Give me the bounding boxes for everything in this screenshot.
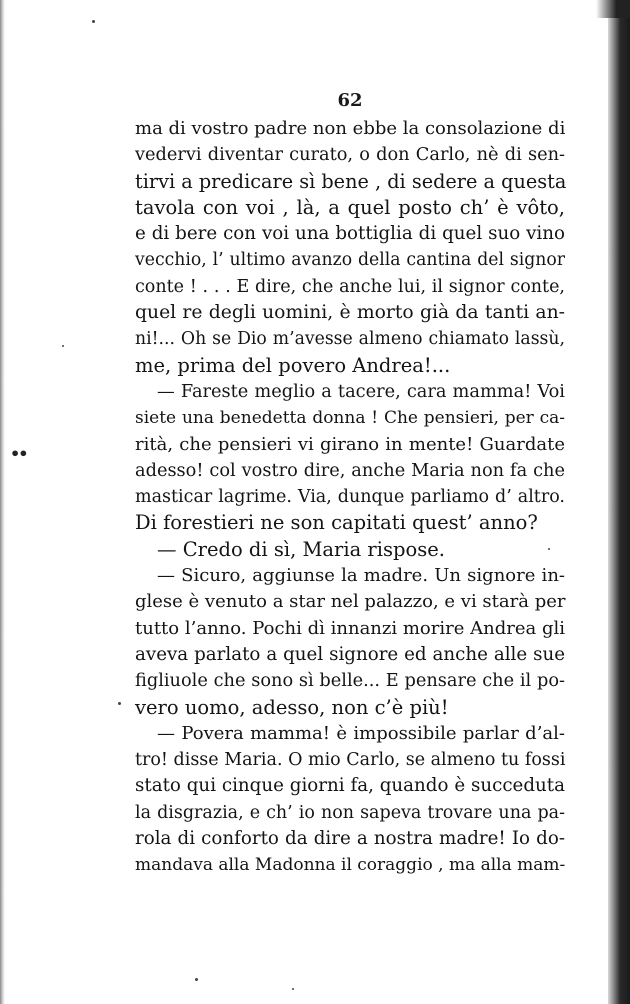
- text-line: adesso! col vostro dire, anche Maria non fa che: [135, 460, 565, 481]
- text-line: — Fareste meglio a tacere, cara mamma! Voi: [157, 381, 565, 402]
- text-line: figliuole che sono sì belle... E pensare che il po-: [135, 671, 565, 692]
- text-line: vero uomo, adesso, non c’è più!: [135, 695, 449, 719]
- margin-mark: ••: [10, 444, 27, 463]
- scan-speck: [92, 20, 95, 23]
- text-line: siete una benedetta donna ! Che pensieri, per ca-: [135, 408, 565, 429]
- text-line: — Sicuro, aggiunse la madre. Un signore in-: [157, 565, 565, 587]
- text-line: mandava alla Madonna il coraggio , ma alla mam-: [135, 855, 566, 876]
- text-line: aveva parlato a quel signore ed anche alle sue: [135, 643, 565, 665]
- text-line: quel re degli uomini, è morto già da tanti an-: [135, 302, 565, 324]
- scan-speck: [548, 548, 550, 550]
- text-line: rità, che pensieri vi girano in mente! Guardate: [135, 433, 565, 455]
- scan-speck: [292, 988, 294, 990]
- scan-edge-corner: [596, 0, 630, 18]
- scan-speck: [62, 345, 64, 347]
- text-line: tavola con voi , là, a quel posto ch’ è vôto,: [135, 195, 565, 219]
- text-line: e di bere con voi una bottiglia di quel suo vino: [135, 223, 565, 245]
- text-line: ni!... Oh se Dio m’avesse almeno chiamato lassù,: [135, 329, 565, 350]
- page-number: 62: [337, 90, 363, 111]
- text-line: — Credo di sì, Maria rispose.: [157, 537, 445, 561]
- text-line: conte ! . . . E dire, che anche lui, il signor conte,: [135, 276, 565, 297]
- text-line: stato qui cinque giorni fa, quando è succeduta: [135, 775, 565, 797]
- text-line: vedervi diventar curato, o don Carlo, nè di sen-: [135, 145, 565, 166]
- text-line: me, prima del povero Andrea!...: [135, 353, 451, 377]
- text-line: tirvi a predicare sì bene , di sedere a questa: [135, 169, 567, 193]
- text-line: masticar lagrime. Via, dunque parliamo d’ altro.: [135, 487, 565, 508]
- binding-edge: [0, 0, 5, 1004]
- scan-speck: [118, 702, 121, 705]
- text-line: vecchio, l’ ultimo avanzo della cantina del signor: [135, 250, 565, 271]
- text-line: rola di conforto da dire a nostra madre! Io do-: [135, 828, 565, 850]
- text-line: tro! disse Maria. O mio Carlo, se almeno tu fossi: [135, 750, 566, 771]
- text-line: Di forestieri ne son capitati quest’ anno?: [135, 511, 538, 535]
- body-text: [135, 116, 565, 879]
- text-line: la disgrazia, e ch’ io non sapeva trovare una pa-: [135, 802, 565, 823]
- text-line: tutto l’anno. Pochi dì innanzi morire Andrea gli: [135, 617, 565, 639]
- scan-speck: [195, 978, 198, 981]
- scan-edge-shadow: [608, 0, 630, 1004]
- text-line: — Povera mamma! è impossibile parlar d’al-: [157, 722, 565, 744]
- text-line: glese è venuto a star nel palazzo, e vi starà per: [135, 591, 566, 613]
- text-line: ma di vostro padre non ebbe la consolazione di: [135, 118, 566, 139]
